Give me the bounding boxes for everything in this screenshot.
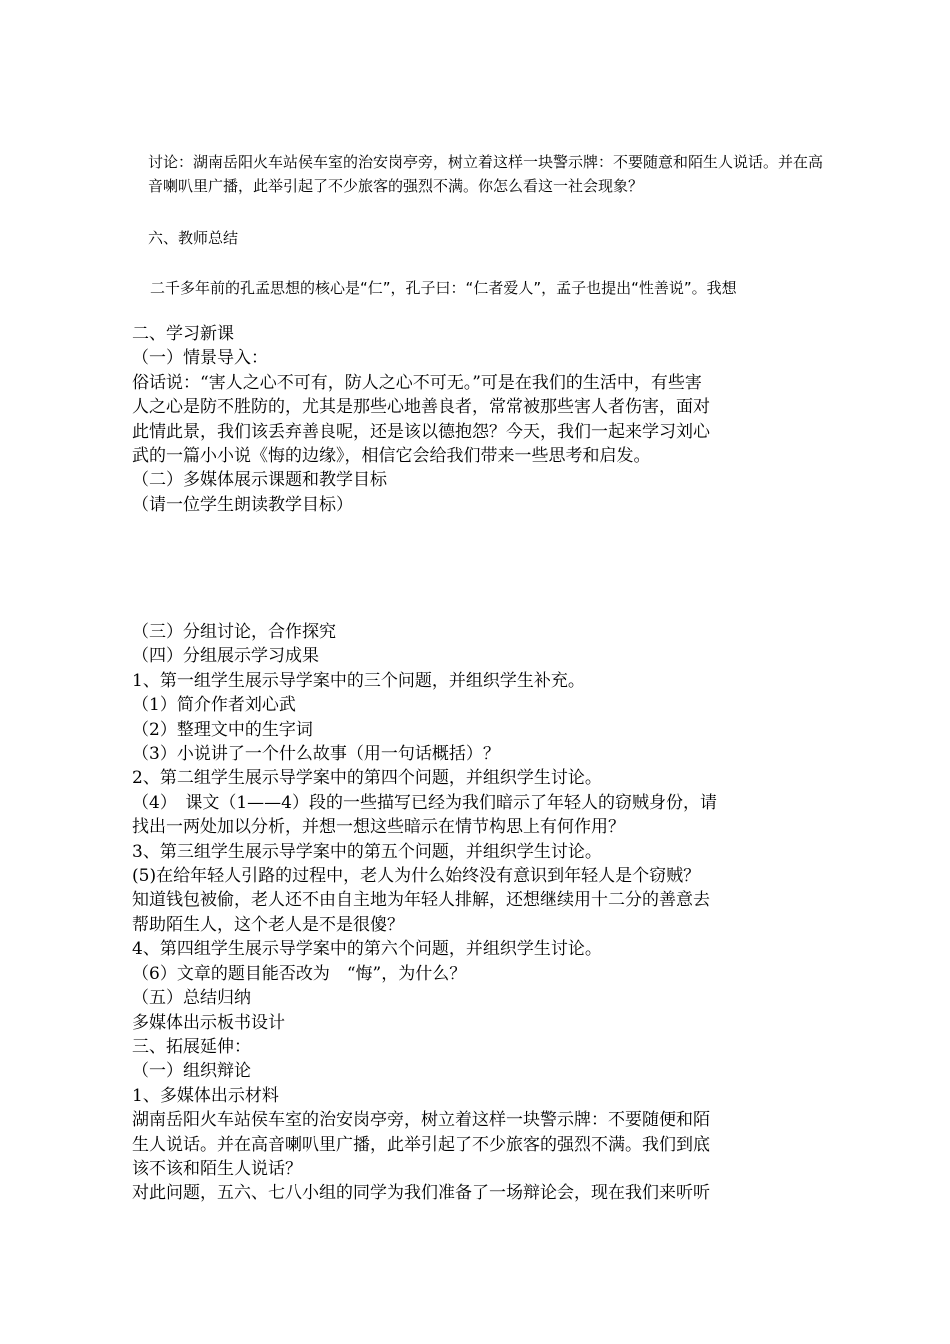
lesson-section-b [132, 620, 832, 1206]
text-line: 对此问题，五六、七八小组的同学为我们准备了一场辩论会，现在我们来听听 [132, 1183, 710, 1204]
text-line: 3、第三组学生展示导学案中的第五个问题，并组织学生讨论。 [132, 841, 602, 862]
text-line: 帮助陌生人，这个老人是不是很傻？ [132, 914, 404, 935]
text-line: （2）整理文中的生字词 [132, 719, 313, 740]
text-line: 生人说话。并在高音喇叭里广播，此举引起了不少旅客的强烈不满。我们到底 [132, 1134, 710, 1155]
text-line: (5)在给年轻人引路的过程中，老人为什么始终没有意识到年轻人是个窃贼？ [132, 866, 701, 887]
text-line: 找出一两处加以分析，并想一想这些暗示在情节构思上有何作用？ [132, 817, 625, 838]
text-line: 武的一篇小小说《悔的边缘》，相信它会给我们带来一些思考和启发。 [132, 446, 651, 467]
text-line: （三）分组讨论，合作探究 [132, 622, 336, 642]
text-line: 二、学习新课 [132, 324, 234, 344]
text-line: 湖南岳阳火车站侯车室的治安岗亭旁，树立着这样一块警示牌：不要随便和陌 [132, 1110, 710, 1131]
text-line: 此情此景，我们该丢弃善良呢，还是该以德抱怨？今天，我们一起来学习刘心 [132, 421, 710, 442]
text-line: 人之心是防不胜防的，尤其是那些心地善良者，常常被那些害人者伤害，面对 [132, 397, 710, 418]
text-line: 4、第四组学生展示导学案中的第六个问题，并组织学生讨论。 [132, 939, 602, 960]
text-line: （4） 课文（1——4）段的一些描写已经为我们暗示了年轻人的窃贼身份，请 [132, 792, 717, 813]
text-line: 三、拓展延伸： [132, 1036, 251, 1057]
text-line: （一）情景导入： [132, 348, 268, 369]
section-teacher-summary-heading: 六、教师总结 [148, 229, 239, 247]
text-line: （请一位学生朗读教学目标） [132, 494, 353, 515]
text-line: （二）多媒体展示课题和教学目标 [132, 470, 387, 491]
text-line: 2、第二组学生展示导学案中的第四个问题，并组织学生讨论。 [132, 768, 602, 789]
text-line: （6）文章的题目能否改为 “悔”，为什么？ [132, 963, 467, 984]
text-line: （一）组织辩论 [132, 1061, 251, 1082]
text-line: （四）分组展示学习成果 [132, 646, 319, 667]
text-line: 知道钱包被偷，老人还不由自主地为年轻人排解，还想继续用十二分的善意去 [132, 890, 710, 911]
text-line: （五）总结归纳 [132, 988, 251, 1009]
text-line: 多媒体出示板书设计 [132, 1012, 285, 1033]
text-line: 该不该和陌生人说话？ [132, 1158, 302, 1179]
discussion-paragraph: 讨论：湖南岳阳火车站侯车室的治安岗亭旁，树立着这样一块警示牌：不要随意和陌生人说话。并在高音喇叭里广播，此举引起了不少旅客的强烈不满。你怎么看这一社会现象？ [148, 153, 824, 195]
text-line: （3）小说讲了一个什么故事（用一句话概括）？ [132, 744, 500, 765]
text-line: （1）简介作者刘心武 [132, 695, 296, 716]
text-line: 1、第一组学生展示导学案中的三个问题，并组织学生补充。 [132, 670, 585, 691]
text-line: 俗话说：“害人之心不可有，防人之心不可无。”可是在我们的生活中，有些害 [132, 372, 702, 393]
lesson-section-a [132, 322, 832, 517]
summary-paragraph: 二千多年前的孔孟思想的核心是“仁”，孔子曰：“仁者爱人”，孟子也提出“性善说”。我想 [150, 279, 737, 297]
text-line: 1、多媒体出示材料 [132, 1085, 279, 1106]
